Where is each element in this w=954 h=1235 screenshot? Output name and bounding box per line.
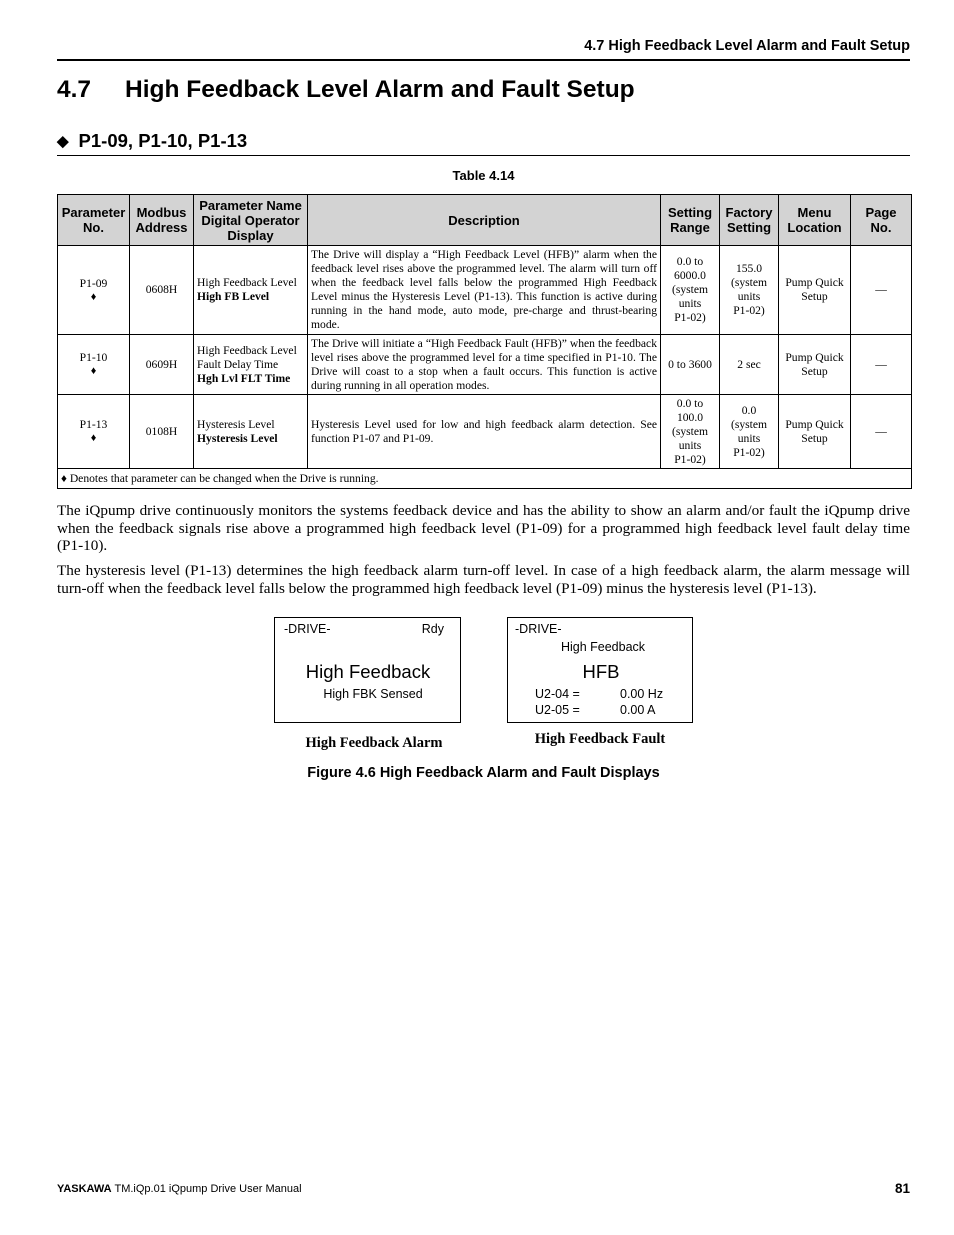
display-title: High Feedback (560, 640, 646, 654)
figure-caption: Figure 4.6 High Feedback Alarm and Fault Displays (307, 765, 660, 781)
factory-setting-cell: 2 sec (720, 335, 779, 395)
subsection-title: P1-09, P1-10, P1-13 (78, 130, 248, 151)
header-modbus: Modbus Address (130, 195, 194, 246)
table-row (58, 395, 912, 469)
display-main-text: High Feedback (305, 661, 431, 682)
runtime-change-diamond-icon: ♦ (90, 432, 97, 444)
modbus-cell: 0609H (130, 335, 194, 395)
monitor-label: U2-05 = (535, 703, 580, 717)
fault-display-panel (507, 617, 693, 723)
description-cell: The Drive will display a “High Feedback Level (HFB)” alarm when the feedback level rises above the programmed level. The alarm will turn off when the feedback level falls below the programmed High Feedback Level minus the Hysteresis Level (P1-13). This function is active during running in the hand mode, auto mode, pre-charge and thrust-bearing mode. (308, 246, 661, 335)
body-paragraph: The hysteresis level (P1-13) determines the high feedback alarm turn-off level. In case of a high feedback alarm, the alarm message will turn-off when the feedback level falls below the programmed high feedback level (P1-09) minus the hysteresis level (P1-13). (57, 562, 910, 597)
menu-location-cell: Pump Quick Setup (779, 395, 851, 469)
param-no-cell: P1-10 ♦ (58, 335, 130, 395)
table-footnote: ♦ Denotes that parameter can be changed when the Drive is running. (58, 469, 912, 489)
display-main-text: HFB (582, 661, 620, 682)
page-no-cell: — (851, 335, 912, 395)
param-no-cell: P1-13 ♦ (58, 395, 130, 469)
footer-brand: YASKAWA (57, 1183, 112, 1195)
alarm-display-panel (274, 617, 461, 723)
header-factory-setting: Factory Setting (720, 195, 779, 246)
fault-display-caption: High Feedback Fault (534, 731, 666, 747)
param-no-cell: P1-09 ♦ (58, 246, 130, 335)
table-footnote-row (58, 469, 912, 489)
monitor-value: 0.00 Hz (620, 687, 664, 701)
menu-location-cell: Pump Quick Setup (779, 246, 851, 335)
subsection-heading (57, 130, 247, 152)
param-name-cell: High Feedback Level Fault Delay Time Hgh Lvl FLT Time (194, 335, 308, 395)
runtime-change-diamond-icon: ♦ (90, 365, 97, 377)
page-no-cell: — (851, 246, 912, 335)
display-mode: -DRIVE- (515, 622, 562, 636)
header-rule (57, 59, 910, 61)
table-header-row (58, 195, 912, 246)
header-description: Description (308, 195, 661, 246)
table-row (58, 246, 912, 335)
table-caption: Table 4.14 (452, 168, 515, 183)
display-sub-text: High FBK Sensed (323, 687, 423, 701)
display-status: Rdy (421, 622, 444, 636)
description-cell: Hysteresis Level used for low and high feedback alarm detection. See function P1-07 and P1-09. (308, 395, 661, 469)
page-no-cell: — (851, 395, 912, 469)
alarm-display-caption: High Feedback Alarm (305, 735, 443, 751)
section-title (57, 76, 635, 104)
footer-manual-title: TM.iQp.01 iQpump Drive User Manual (114, 1183, 302, 1195)
header-page-no: Page No. (851, 195, 912, 246)
monitor-value: 0.00 A (620, 703, 656, 717)
subsection-rule (57, 155, 910, 156)
menu-location-cell: Pump Quick Setup (779, 335, 851, 395)
header-setting-range: Setting Range (661, 195, 720, 246)
header-param-name: Parameter Name Digital Operator Display (194, 195, 308, 246)
running-header: 4.7 High Feedback Level Alarm and Fault Setup (584, 38, 910, 54)
runtime-change-diamond-icon: ♦ (90, 290, 97, 303)
description-cell: The Drive will initiate a “High Feedback Fault (HFB)” when the feedback level rises above the programmed level for a time specified in P1-10. The Drive will coast to a stop when a fault occurs. This function is active during running in all operation modes. (308, 335, 661, 395)
section-number: 4.7 (57, 76, 92, 103)
setting-range-cell: 0.0 to 100.0 (system units P1-02) (661, 395, 720, 469)
header-menu-location: Menu Location (779, 195, 851, 246)
section-title-text: High Feedback Level Alarm and Fault Setup (125, 76, 635, 103)
modbus-cell: 0108H (130, 395, 194, 469)
footer-manual-info (57, 1183, 302, 1195)
param-name-cell: High Feedback Level High FB Level (194, 246, 308, 335)
factory-setting-cell: 155.0 (system units P1-02) (720, 246, 779, 335)
display-mode: -DRIVE- (284, 622, 331, 636)
table-row (58, 335, 912, 395)
setting-range-cell: 0 to 3600 (661, 335, 720, 395)
modbus-cell: 0608H (130, 246, 194, 335)
page-number: 81 (894, 1181, 910, 1196)
header-param-no: Parameter No. (58, 195, 130, 246)
param-name-cell: Hysteresis Level Hysteresis Level (194, 395, 308, 469)
diamond-bullet-icon: ◆ (57, 133, 69, 150)
parameter-table (57, 194, 912, 489)
factory-setting-cell: 0.0 (system units P1-02) (720, 395, 779, 469)
body-paragraph: The iQpump drive continuously monitors the systems feedback device and has the ability to show an alarm and/or fault the iQpump drive when the feedback signals rise above a programmed high feedback level (P1-09) for a programmed high feedback level fault delay time (P1-10). (57, 502, 910, 554)
monitor-label: U2-04 = (535, 687, 580, 701)
setting-range-cell: 0.0 to 6000.0 (system units P1-02) (661, 246, 720, 335)
